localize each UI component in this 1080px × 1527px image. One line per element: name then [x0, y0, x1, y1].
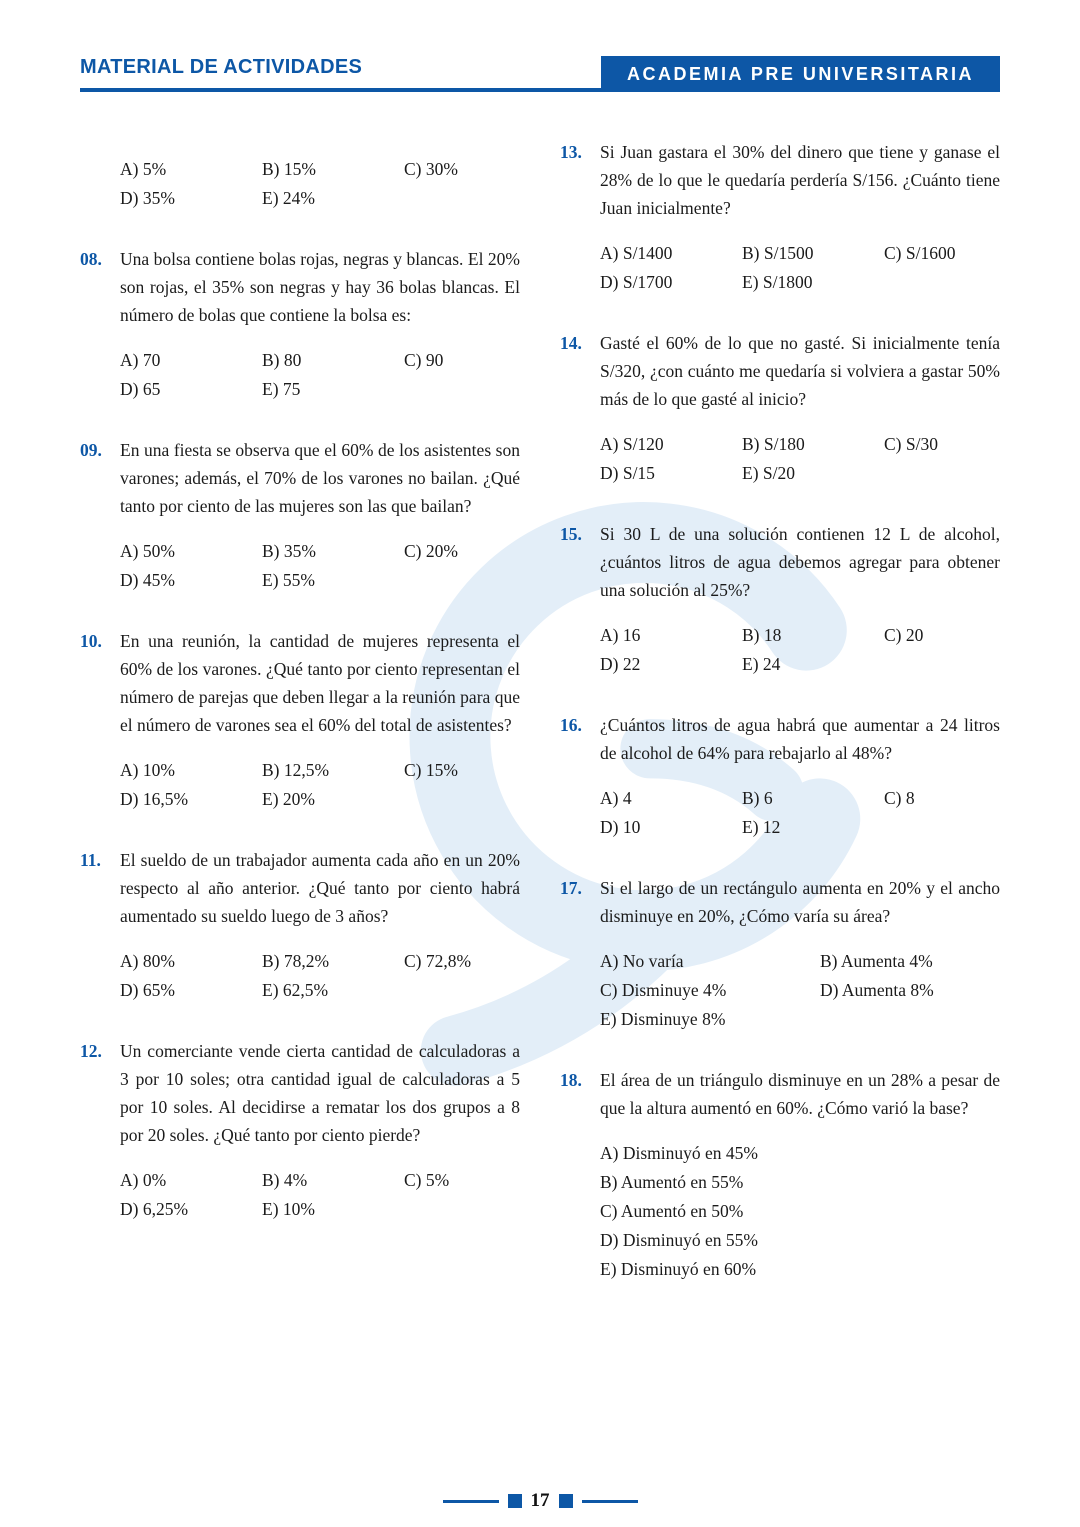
- option: C) 90: [404, 350, 444, 370]
- header-title: MATERIAL DE ACTIVIDADES: [80, 56, 363, 78]
- options-grid: [560, 239, 1000, 296]
- problem-text: El área de un triángulo disminuye en un 28% a pesar de que la altura aumentó en 60%. ¿Cómo varió la base?: [600, 1070, 1000, 1118]
- options-grid: [560, 1139, 1000, 1283]
- problem-number: 18.: [560, 1070, 582, 1090]
- options-grid: [80, 346, 520, 403]
- footer-line-left: [443, 1500, 499, 1503]
- footer-square-right: [559, 1494, 573, 1508]
- option: E) 10%: [262, 1199, 315, 1219]
- option: D) Aumenta 8%: [820, 980, 934, 1000]
- problem-text: Si Juan gastara el 30% del dinero que tiene y ganase el 28% de lo que le quedaría perdería S/156. ¿Cuánto tiene Juan inicialmente?: [600, 142, 1000, 218]
- problem-body: [560, 138, 1000, 222]
- problem: [560, 138, 1000, 296]
- option: A) Disminuyó en 45%: [600, 1143, 758, 1163]
- problem: [560, 520, 1000, 678]
- problem-number: 14.: [560, 333, 582, 353]
- problem-number: 11.: [80, 850, 101, 870]
- option: B) 6: [742, 788, 773, 808]
- option: E) 75: [262, 379, 301, 399]
- option: A) 50%: [120, 541, 175, 561]
- problem: [560, 1066, 1000, 1283]
- content-columns: [80, 138, 1000, 1316]
- option: A) 0%: [120, 1170, 167, 1190]
- right-column: [560, 138, 1000, 1316]
- options-grid: [80, 1166, 520, 1223]
- option: D) 65: [120, 379, 161, 399]
- problem: [80, 846, 520, 1004]
- left-column: [80, 138, 520, 1316]
- problem: [560, 711, 1000, 841]
- problem-body: [80, 846, 520, 930]
- option: D) Disminuyó en 55%: [600, 1230, 758, 1250]
- problem: [80, 627, 520, 813]
- option: B) 18: [742, 625, 782, 645]
- option: C) S/30: [884, 434, 938, 454]
- option: B) 78,2%: [262, 951, 330, 971]
- problem: [80, 155, 520, 212]
- problem: [560, 329, 1000, 487]
- problem-number: 16.: [560, 715, 582, 735]
- option: A) 16: [600, 625, 641, 645]
- problem-text: ¿Cuántos litros de agua habrá que aumentar a 24 litros de alcohol de 64% para rebajarlo al 48%?: [600, 715, 1000, 763]
- option: E) 12: [742, 817, 781, 837]
- problem-number: 12.: [80, 1041, 102, 1061]
- options-grid: [560, 784, 1000, 841]
- option: B) 80: [262, 350, 302, 370]
- option: A) 5%: [120, 159, 167, 179]
- option: D) 6,25%: [120, 1199, 189, 1219]
- page-number: 17: [530, 1490, 550, 1511]
- problem-body: [80, 1037, 520, 1149]
- option: B) Aumenta 4%: [820, 951, 933, 971]
- option: E) Disminuye 8%: [600, 1009, 726, 1029]
- problem: [80, 436, 520, 594]
- option: D) 65%: [120, 980, 175, 1000]
- academy-badge-label: ACADEMIA PRE UNIVERSITARIA: [626, 63, 974, 84]
- academy-badge: [601, 56, 1000, 92]
- option: A) 70: [120, 350, 161, 370]
- problem-text: Gasté el 60% de lo que no gasté. Si inicialmente tenía S/320, ¿con cuánto me quedaría si volviera a gastar 50% más de lo que gasté al inicio?: [600, 333, 1000, 409]
- problem-body: [80, 627, 520, 739]
- problem-text: En una reunión, la cantidad de mujeres representa el 60% de los varones. ¿Qué tanto por ciento representan el número de parejas que deben llegar a la reunión para que el número de varones sea el 60% del total de asistentes?: [120, 631, 520, 735]
- problem-body: [560, 329, 1000, 413]
- option: E) 20%: [262, 789, 315, 809]
- problem-body: [80, 436, 520, 520]
- problem-number: 10.: [80, 631, 102, 651]
- option: E) Disminuyó en 60%: [600, 1259, 757, 1279]
- problem-body: [80, 245, 520, 329]
- option: C) Aumentó en 50%: [600, 1201, 744, 1221]
- option: D) S/1700: [600, 272, 673, 292]
- options-grid: [560, 621, 1000, 678]
- options-grid: [80, 537, 520, 594]
- problem-text: Si 30 L de una solución contienen 12 L de alcohol, ¿cuántos litros de agua debemos agregar para obtener una solución al 25%?: [600, 524, 1000, 600]
- footer-line-right: [582, 1500, 638, 1503]
- option: C) 8: [884, 788, 915, 808]
- options-grid: [80, 947, 520, 1004]
- problem-number: 08.: [80, 249, 102, 269]
- option: C) 5%: [404, 1170, 450, 1190]
- problem-body: [560, 711, 1000, 767]
- problem-body: [560, 874, 1000, 930]
- problem-text: El sueldo de un trabajador aumenta cada año en un 20% respecto al año anterior. ¿Qué tanto por ciento habrá aumentado su sueldo luego de 3 años?: [120, 850, 520, 926]
- problem: [560, 874, 1000, 1033]
- option: D) 16,5%: [120, 789, 189, 809]
- header: [80, 52, 1000, 92]
- option: E) 62,5%: [262, 980, 329, 1000]
- problem-body: [560, 520, 1000, 604]
- options-grid: [80, 756, 520, 813]
- option: A) 80%: [120, 951, 175, 971]
- problem-text: Una bolsa contiene bolas rojas, negras y blancas. El 20% son rojas, el 35% son negras y hay 36 bolas blancas. El número de bolas que contiene la bolsa es:: [120, 249, 520, 325]
- problem-text: En una fiesta se observa que el 60% de los asistentes son varones; además, el 70% de los varones no bailan. ¿Qué tanto por ciento de las mujeres son las que bailan?: [120, 440, 520, 516]
- problem-number: 15.: [560, 524, 582, 544]
- problem-text: Si el largo de un rectángulo aumenta en 20% y el ancho disminuye en 20%, ¿Cómo varía su área?: [600, 878, 1000, 926]
- option: B) 35%: [262, 541, 316, 561]
- option: C) 72,8%: [404, 951, 472, 971]
- option: E) 24: [742, 654, 781, 674]
- options-grid: [80, 155, 520, 212]
- option: C) Disminuye 4%: [600, 980, 727, 1000]
- options-grid: [560, 947, 1000, 1033]
- footer-square-left: [508, 1494, 522, 1508]
- problem: [80, 1037, 520, 1223]
- option: C) S/1600: [884, 243, 956, 263]
- options-grid: [560, 430, 1000, 487]
- problem-number: 13.: [560, 142, 582, 162]
- option: B) S/180: [742, 434, 805, 454]
- option: A) No varía: [600, 951, 684, 971]
- option: D) S/15: [600, 463, 655, 483]
- problem-number: 17.: [560, 878, 582, 898]
- option: C) 30%: [404, 159, 458, 179]
- option: E) 55%: [262, 570, 315, 590]
- option: B) 15%: [262, 159, 316, 179]
- option: C) 20%: [404, 541, 458, 561]
- option: A) 4: [600, 788, 632, 808]
- option: A) S/120: [600, 434, 664, 454]
- option: C) 15%: [404, 760, 458, 780]
- option: A) 10%: [120, 760, 175, 780]
- option: E) S/20: [742, 463, 795, 483]
- option: D) 10: [600, 817, 641, 837]
- problem-body: [560, 1066, 1000, 1122]
- option: E) S/1800: [742, 272, 813, 292]
- option: A) S/1400: [600, 243, 673, 263]
- option: D) 35%: [120, 188, 175, 208]
- problem: [80, 245, 520, 403]
- option: B) S/1500: [742, 243, 814, 263]
- problem-text: Un comerciante vende cierta cantidad de calculadoras a 3 por 10 soles; otra cantidad igual de calculadoras a 5 por 10 soles. Al decidirse a rematar los dos grupos a 8 por 20 soles. ¿Qué tanto por ciento pierde?: [120, 1041, 520, 1145]
- option: B) 12,5%: [262, 760, 330, 780]
- option: D) 22: [600, 654, 641, 674]
- footer: [0, 1490, 1080, 1512]
- option: C) 20: [884, 625, 924, 645]
- option: B) Aumentó en 55%: [600, 1172, 744, 1192]
- problem-number: 09.: [80, 440, 102, 460]
- option: D) 45%: [120, 570, 175, 590]
- option: B) 4%: [262, 1170, 308, 1190]
- option: E) 24%: [262, 188, 315, 208]
